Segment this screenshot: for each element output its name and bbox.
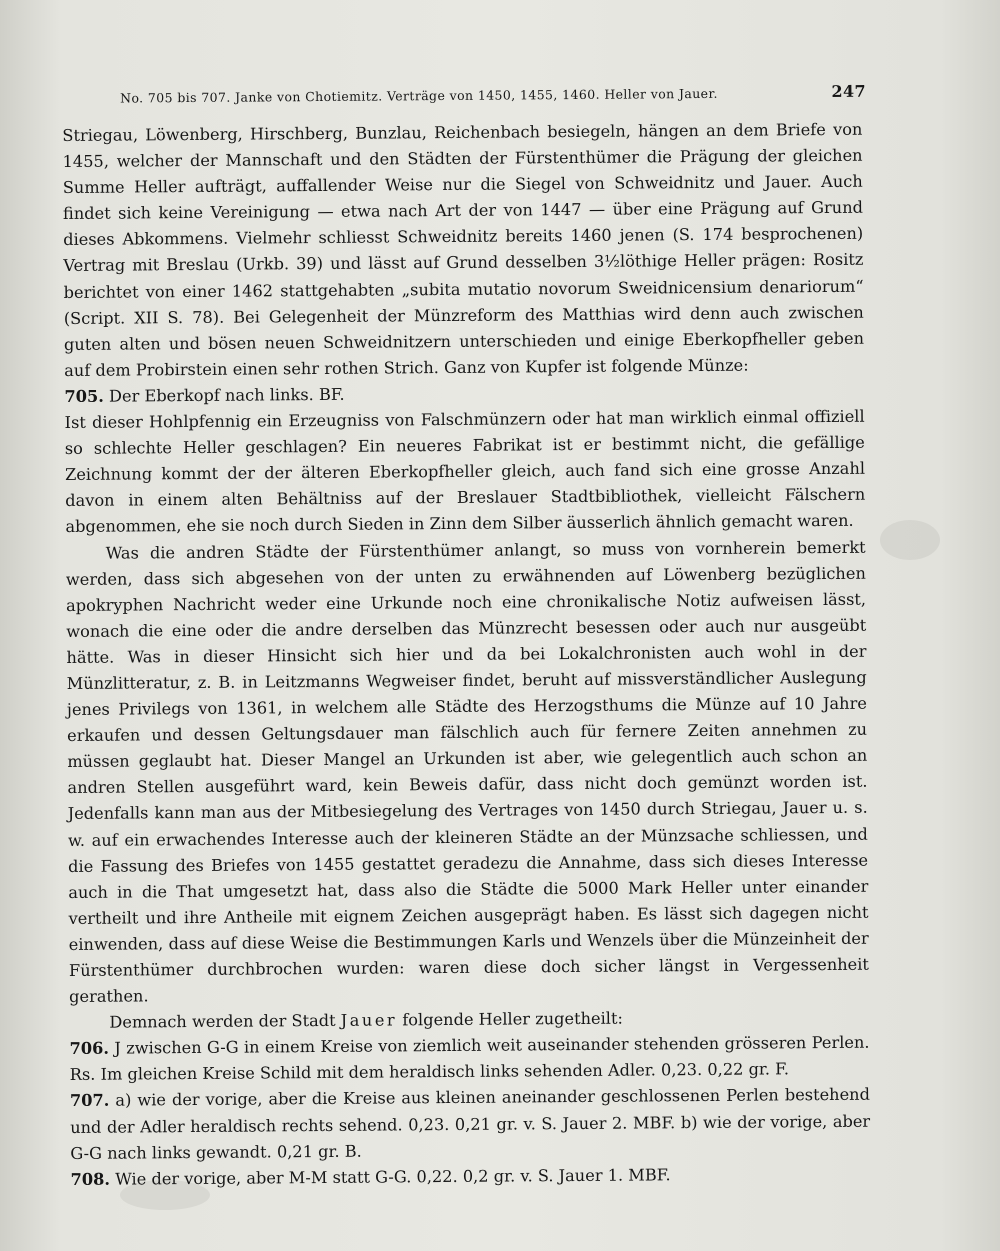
paragraph-text-after: folgende Heller zugetheilt: [397,1008,623,1030]
catalog-entry-707 [70,1082,871,1167]
paragraph: Ist dieser Hohlpfennig ein Erzeugniss von Falschmünzern oder hat man wirklich einmal offiziell so schlechte Heller geschlagen? Ein neueres Fabrikat ist er bestimmt nicht, die gefällige Zeichnung kommt der der älteren Eberkopfheller gleich, auch fand sich eine grosse Anzahl davon in einem alten Behältniss auf der Breslauer Stadtbibliothek, vielleicht Fälschern abgenommen, ehe sie noch durch Sieden in Zinn dem Silber äusserlich ähnlich gemacht waren. [64,406,866,537]
entry-text: a) wie der vorige, aber die Kreise aus kleinen aneinander geschlossenen Perlen bestehend und der Adler heraldisch rechts sehend. 0,23. 0,21 gr. v. S. Jauer 2. MBF. b) wie der vorige, aber G-G nach links gewandt. 0,21 gr. B. [70,1085,871,1163]
running-head-title: No. 705 bis 707. Janke von Chotiemitz. Verträge von 1450, 1455, 1460. Heller von Jauer. [120,85,718,106]
paragraph: Was die andren Städte der Fürstenthümer anlangt, so muss von vornherein bemerkt werden, dass sich abgesehen von der unten zu erwähnenden auf Löwenberg bezüglichen apokryphen Nachricht weder eine Urkunde noch eine chronikalische Notiz aufweisen lässt, wonach die eine oder die andre derselben das Münzrecht besessen oder auch nur ausgeübt hätte. Was in dieser Hinsicht sich hier und da bei Lokalchronisten auch wohl in der Münzlitteratur, z. B. in Leitzmanns Wegweiser findet, beruht auf missverständlicher Auslegung jenes Privilegs von 1361, in welchem alle Städte des Herzogsthums die Münze auf 10 Jahre erkaufen und dessen Geltungsdauer man fälschlich auch für fernere Zeiten annehmen zu müssen geglaubt hat. Dieser Mangel an Urkunden ist aber, wie gelegentlich auch schon an andren Stellen ausgeführt ward, kein Beweis dafür, dass nicht doch gemünzt worden ist. Jedenfalls kann man aus der Mitbesiegelung des Vertrages von 1450 durch Striegau, Jauer u. s. w. auf ein erwachendes Interesse auch der kleineren Städte an der Münzsache schliessen, und die Fassung des Briefes von 1455 gestattet geradezu die Annahme, dass sich dieses Interesse auch in die That umgesetzt hat, dass also die Städte die 5000 Mark Heller unter einander vertheilt und ihre Antheile mit eignem Zeichen ausgeprägt haben. Es lässt sich dagegen nicht einwenden, dass auf diese Weise die Bestimmungen Karls und Wenzels über die Münzeinheit der Fürstenthümer durchbrochen wurden: waren diese doch sicher längst in Vergessenheit gerathen. [65,537,869,1007]
catalog-entry-706 [69,1030,869,1088]
entry-number: 708. [70,1169,111,1189]
page-content [62,82,871,1193]
page-number: 247 [831,81,867,101]
paper-stain [880,520,940,560]
entry-text: J zwischen G-G in einem Kreise von ziemlich weit auseinander stehenden grösseren Perlen. Rs. Im gleichen Kreise Schild mit dem heraldisch links sehenden Adler. 0,23. 0,22 gr. F. [69,1032,870,1085]
paragraph: Striegau, Löwenberg, Hirschberg, Bunzlau, Reichenbach besiegeln, hängen an dem Briefe von 1455, welcher der Mannschaft und den Städten der Fürstenthümer die Prägung der gleichen Summe Heller aufträgt, auffallender Weise nur die Siegel von Schweidnitz und Jauer. Auch findet sich keine Vereinigung — etwa nach Art der von 1447 — über eine Prägung auf Grund dieses Abkommens. Vielmehr schliesst Schweidnitz bereits 1460 jenen (S. 174 besprochenen) Vertrag mit Breslau (Urkb. 39) und lässt auf Grund desselben 3½löthige Heller prägen: Rositz berichtet von einer 1462 stattgehabten „subita mutatio novorum Sweidnicensium denariorum“ (Script. XII S. 78). Bei Gelegenheit der Münzreform des Matthias wird denn auch zwischen guten alten und bösen neuen Schweidnitzern unterschieden und einige Eberkopfheller geben auf dem Probirstein einen sehr rothen Strich. Ganz von Kupfer ist folgende Münze: [62,119,865,380]
running-head [120,81,867,107]
paragraph-text-before: Demnach werden der Stadt [109,1011,341,1032]
entry-text: Wie der vorige, aber M-M statt G-G. 0,22. 0,2 gr. v. S. Jauer 1. MBF. [115,1165,671,1189]
entry-number: 706. [69,1038,110,1059]
body-text [62,117,870,1193]
entry-number: 705. [64,386,104,406]
spaced-word: Jauer [340,1010,398,1031]
catalog-entry-708 [70,1160,870,1192]
entry-text: Der Eberkopf nach links. BF. [108,384,345,406]
entry-number: 707. [69,1091,110,1111]
